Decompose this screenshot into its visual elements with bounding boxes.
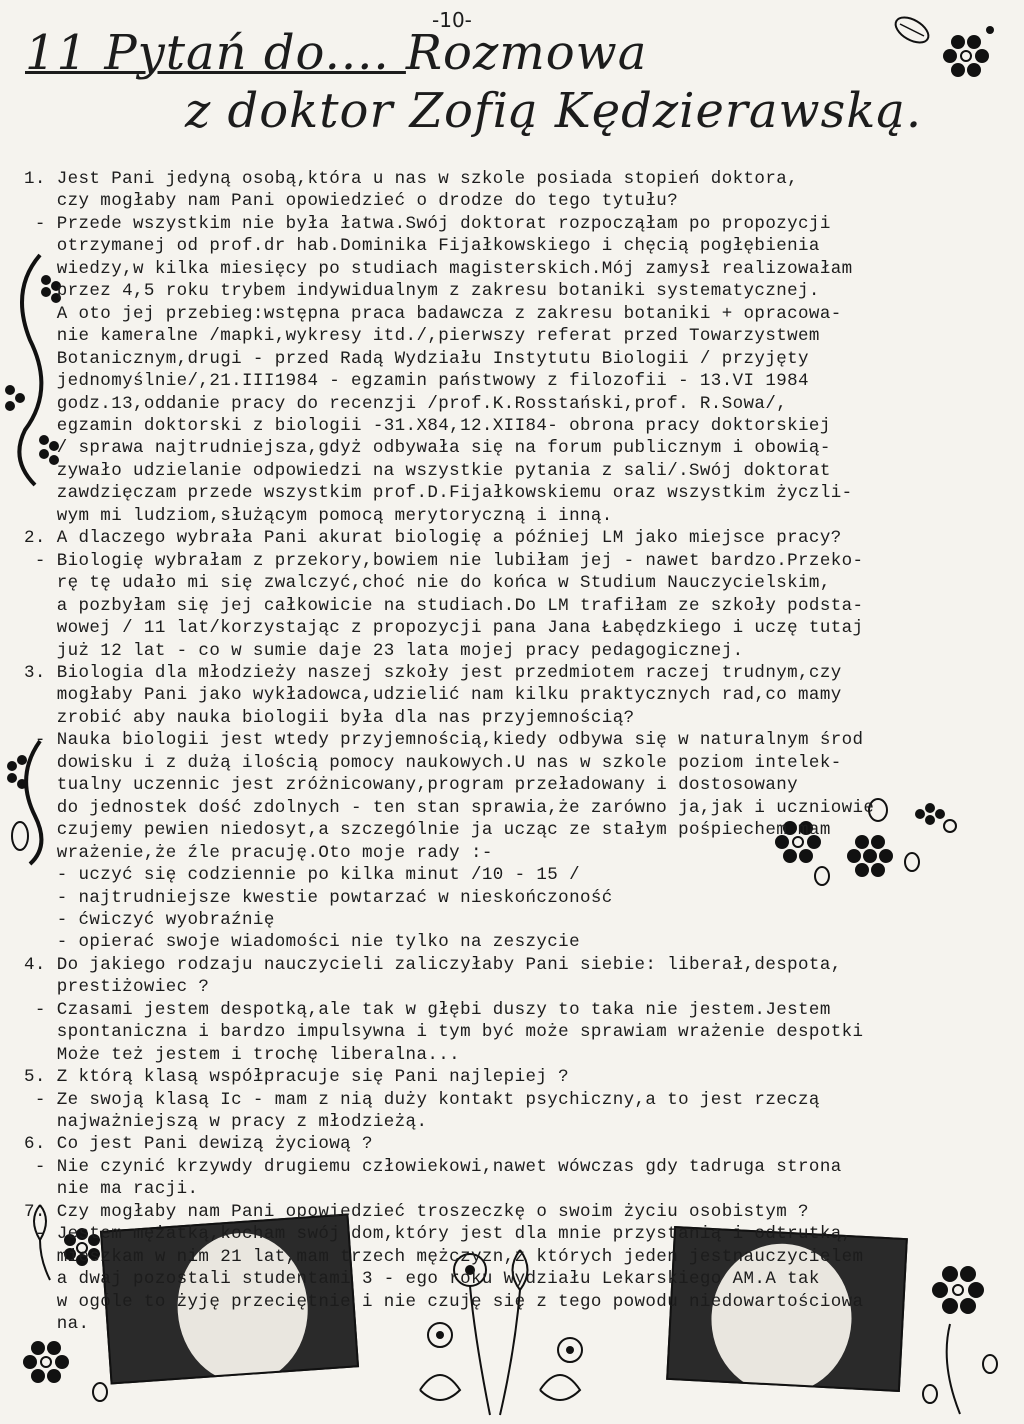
page-title (25, 24, 1005, 140)
answer-3: - Nauka biologii jest wtedy przyjemnością,kiedy odbywa się w naturalnym środ dowisku i z dużą ilością pomocy naukowych.U nas w szkole poziom intelek- tualny uczennic jest zróżnicowany,program przeładowany i dostosowany do jednostek dość zdolnych - ten stan sprawia,że zarówno ja,jak i uczniowie czujemy pewien niedosyt,a szczególnie ja ucząc ze stałym pośpiechem mam wrażenie,że źle pracuję.Oto moje rady :- - uczyć się codziennie po kilka minut /10 - 15 / - najtrudniejsze kwestie powtarzać w nieskończoność - ćwiczyć wyobraźnię - opierać swoje wiadomości nie tylko na zeszycie (34, 730, 875, 953)
flower-decoration-top-right (890, 8, 1000, 88)
answer-5: - Ze swoją klasą Ic - mam z nią duży kontakt psychiczny,a to jest rzeczą najważniejszą w pracy z młodzieżą. (34, 1089, 820, 1133)
answer-1: - Przede wszystkim nie była łatwa.Swój doktorat rozpocząłam po propozycji otrzymanej od prof.dr hab.Dominika Fijałkowskiego i chęcią pogłębienia wiedzy,w kilka miesięcy po studiach magisterskich.Mój zamysł realizowałam przez 4,5 roku trybem indywidualnym z zakresu botaniki systematycznej. A oto jej przebieg:wstępna praca badawcza z zakresu botaniki + opracowa- nie kameralne /mapki,wykresy itd./,pierwszy referat przed Towarzystwem Botanicznym,drugi - przed Radą Wydziału Instytutu Biologii / przyjęty jednomyślnie/,21.III1984 - egzamin państwowy z filozofii - 13.VI 1984 godz.13,oddanie pracy do recenzji /prof.K.Rosstański,prof. R.Sowa/, egzamin doktorski z biologii -31.X84,12.XII84- obrona pracy doktorskiej / sprawa najtrudniejsza,gdyż odbywała się na forum publicznym i obowią- zywało udzielanie odpowiedzi na wszystkie pytania z sali/.Swój doktorat zawdzięczam przede wszystkim prof.D.Fijałkowskiemu oraz wszystkim życzli- wym mi ludziom,służącym pomocą merytoryczną i inną. (34, 213, 853, 526)
question-3: 3. Biologia dla młodzieży naszej szkoły jest przedmiotem raczej trudnym,czy mogłaby Pani jako wykładowca,udzielić nam kilku praktycznych rad,co mamy zrobić aby nauka biologii była dla nas przyjemnością? (24, 662, 842, 728)
answer-6: - Nie czynić krzywdy drugiemu człowiekowi,nawet wówczas gdy tadruga strona nie ma racji. (34, 1156, 842, 1200)
question-5: 5. Z którą klasą współpracuje się Pani najlepiej ? (24, 1067, 570, 1088)
title-line2: z doktor Zofią Kędzierawską. (185, 83, 923, 139)
interview-text (24, 168, 1004, 1336)
answer-7: - Jestem mężatką,kocham swój dom,który jest dla mnie przystanią i odtrutką, mieszkam w nim 21 lat,mam trzech mężczyzn,z których jeden jestnauczycielem a dwaj pozostali studentami 3 - ego roku Wydziału Lekarskiego AM.A tak w ogóle to żyję przeciętnie i nie czuję się z tego powodu niedowartościowa na. (34, 1224, 864, 1335)
answer-2: - Biologię wybrałam z przekory,bowiem nie lubiłam jej - nawet bardzo.Przeko- rę tę udało mi się zwalczyć,choć nie do końca w Studium Nauczycielskim, a pozbyłam się jej całkowicie na studiach.Do LM trafiłam ze szkoły podsta- wowej / 11 lat/korzystając z propozycji pana Jana Łabędzkiego i uczę tutaj już 12 lat - co w sumie daje 23 lata mojej pracy pedagogicznej. (34, 550, 864, 661)
question-4: 4. Do jakiego rodzaju nauczycieli zaliczyłaby Pani siebie: liberał,despota, prestiżowiec ? (24, 954, 842, 998)
question-6: 6. Co jest Pani dewizą życiową ? (24, 1134, 373, 1155)
question-1: 1. Jest Pani jedyną osobą,która u nas w szkole posiada stopień doktora, czy mogłaby nam Pani opowiedzieć o drodze do tego tytułu? (24, 169, 799, 212)
question-2: 2. A dlaczego wybrała Pani akurat biologię a później LM jako miejsce pracy? (24, 528, 842, 549)
question-7: 7. Czy mogłaby nam Pani opowiedzieć troszeczkę o swoim życiu osobistym ? (24, 1201, 809, 1222)
answer-4: - Czasami jestem despotką,ale tak w głębi duszy to taka nie jestem.Jestem spontaniczna i bardzo impulsywna i tym być może sprawiam wrażenie despotki Może też jestem i trochę liberalna... (34, 999, 864, 1065)
title-part2: Rozmowa (405, 25, 648, 81)
title-part1: 11 Pytań do.... (25, 25, 406, 81)
page-number: -10- (432, 8, 472, 32)
